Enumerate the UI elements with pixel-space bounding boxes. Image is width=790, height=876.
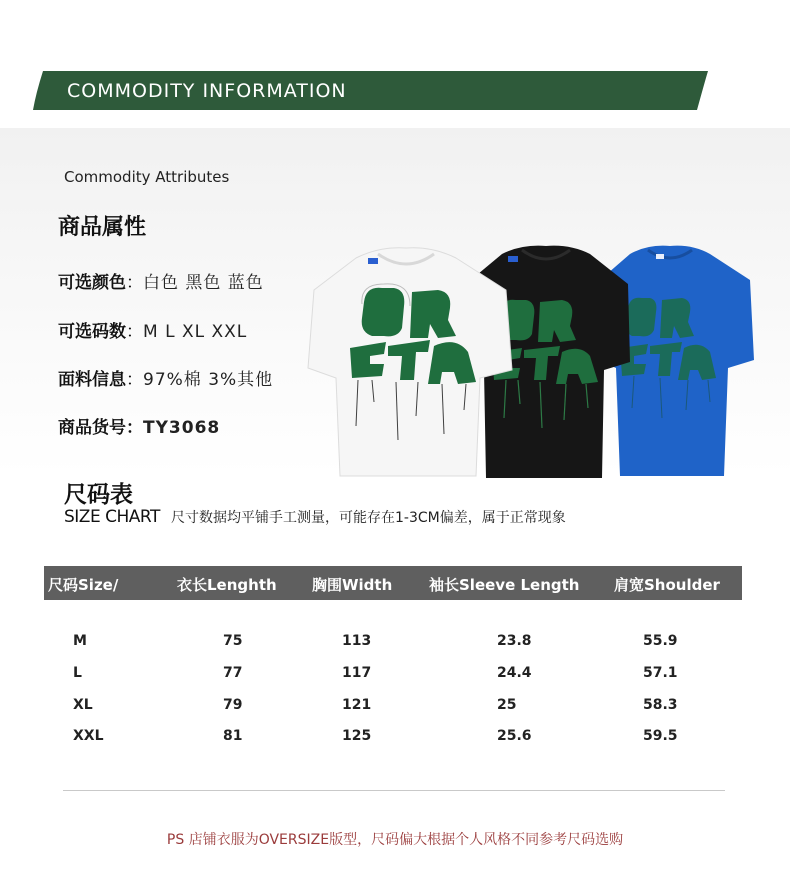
table-cell: 77 <box>223 665 243 681</box>
divider <box>63 790 725 791</box>
header-size: 尺码Size/ <box>48 576 119 594</box>
size-table-header <box>44 566 742 600</box>
attr-colon: ： <box>126 273 143 293</box>
table-cell: M <box>73 633 87 649</box>
attributes-title-en: Commodity Attributes <box>64 168 230 186</box>
attr-fabric-row <box>58 365 273 390</box>
product-images <box>300 240 760 485</box>
table-cell: 25 <box>497 697 517 713</box>
section-banner <box>33 71 708 110</box>
table-cell: 58.3 <box>643 697 678 713</box>
attr-colon: ： <box>126 322 143 342</box>
attr-sku-row <box>58 413 220 438</box>
attr-fabric-value: 97%棉 3%其他 <box>143 370 274 390</box>
banner-title: COMMODITY INFORMATION <box>67 80 347 102</box>
table-cell: 23.8 <box>497 633 532 649</box>
table-cell: 24.4 <box>497 665 532 681</box>
attr-colon: ： <box>126 418 143 438</box>
attr-size-value: M L XL XXL <box>143 322 248 342</box>
attr-fabric-label: 面料信息 <box>58 370 126 390</box>
attr-colon: ： <box>126 370 143 390</box>
table-cell: 81 <box>223 728 243 744</box>
header-shoulder: 肩宽Shoulder <box>614 576 720 594</box>
table-cell: 59.5 <box>643 728 678 744</box>
size-chart-title-en: SIZE CHART <box>64 507 160 527</box>
attr-color-value: 白色 黑色 蓝色 <box>143 273 264 293</box>
footer-note: PS 店铺衣服为OVERSIZE版型，尺码偏大根据个人风格不同参考尺码选购 <box>166 832 624 848</box>
table-cell: 25.6 <box>497 728 532 744</box>
table-cell: XXL <box>73 728 104 744</box>
header-width: 胸围Width <box>312 576 393 594</box>
header-length: 衣长Lenghth <box>177 576 277 594</box>
table-cell: L <box>73 665 82 681</box>
attr-size-row <box>58 317 247 342</box>
table-cell: 113 <box>342 633 372 649</box>
attr-sku-value: TY3068 <box>143 418 221 438</box>
white-tshirt-image <box>306 244 516 480</box>
size-chart-title-cn: 尺码表 <box>64 482 133 508</box>
table-cell: XL <box>73 697 93 713</box>
table-cell: 117 <box>342 665 372 681</box>
table-cell: 75 <box>223 633 243 649</box>
attr-sku-label: 商品货号 <box>58 418 126 438</box>
table-cell: 55.9 <box>643 633 678 649</box>
table-cell: 121 <box>342 697 372 713</box>
attr-size-label: 可选码数 <box>58 322 126 342</box>
header-sleeve-length: 袖长Sleeve Length <box>429 576 580 594</box>
table-cell: 57.1 <box>643 665 678 681</box>
table-cell: 79 <box>223 697 243 713</box>
table-cell: 125 <box>342 728 372 744</box>
size-chart-note: 尺寸数据均平铺手工测量，可能存在1-3CM偏差，属于正常现象 <box>171 510 566 526</box>
attr-color-label: 可选颜色 <box>58 273 126 293</box>
attributes-title-cn: 商品属性 <box>58 215 147 240</box>
attr-color-row <box>58 268 264 293</box>
